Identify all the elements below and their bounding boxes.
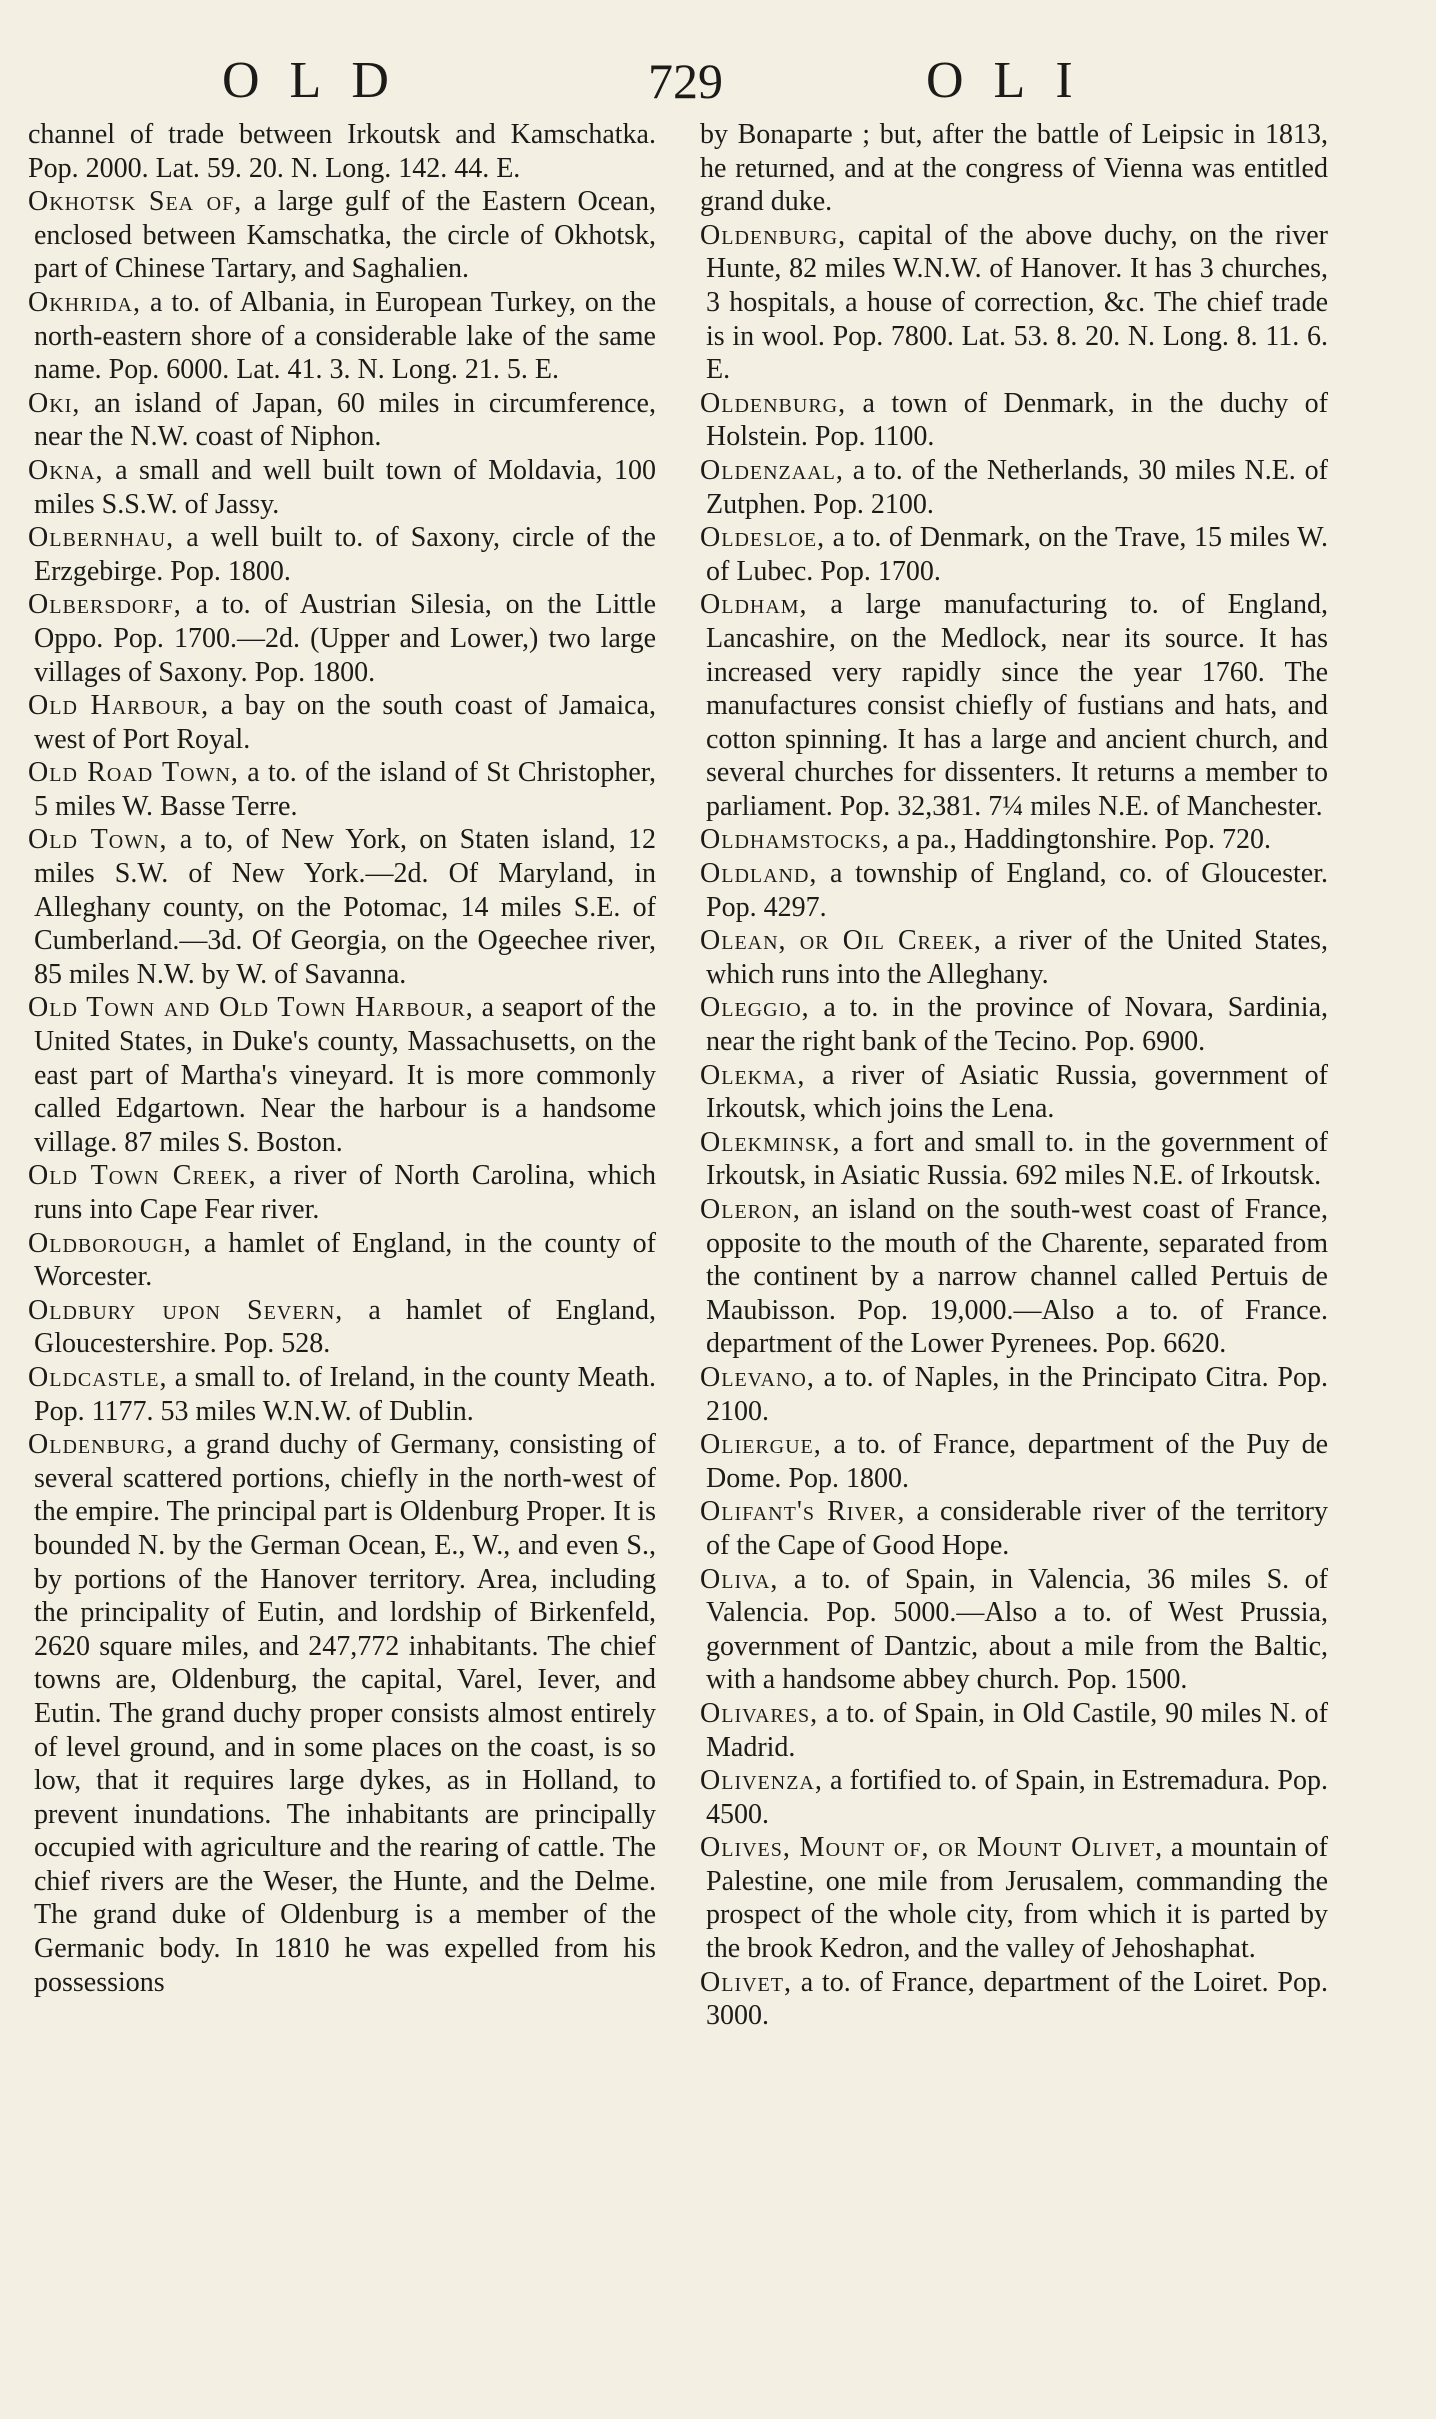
entry-text: a to. of the Netherlands, 30 miles N.E. of Zutphen. Pop. 2100. [706,454,1328,520]
entry-headword: Olbernhau, [28,522,175,554]
entry-text: an island of Japan, 60 miles in circumference, near the N.W. coast of Niphon. [34,387,656,453]
entry-headword: Oliergue, [700,1429,822,1461]
entry [700,1831,1328,1965]
entry [700,1966,1328,2033]
page-header [0,46,1436,116]
entry-text: a river of the United States, which runs into the Alleghany. [706,925,1328,990]
page-number: 729 [648,53,723,109]
entry-text: a river of North Carolina, which runs into Cape Fear river. [34,1160,656,1225]
entry [28,1294,656,1361]
entry-text: a small to. of Ireland, in the county Meath. Pop. 1177. 53 miles W.N.W. of Dublin. [34,1361,656,1427]
entry-headword: Oldenburg, [28,1429,175,1461]
entry [28,689,656,756]
entry [700,1697,1328,1764]
entry-headword: Olivenza, [700,1765,823,1797]
entry-text: a fort and small to. in the government of Irkoutsk, in Asiatic Russia. 692 miles N.E. of Irkoutsk. [706,1126,1328,1192]
entry-headword: Okhotsk Sea of, [28,186,243,218]
entry [700,521,1328,588]
entry-headword: Olives, Mount of, or Mount Olivet, [700,1832,1164,1864]
entry [28,185,656,286]
entry-text: a to. of Austrian Silesia, on the Little Oppo. Pop. 1700.—2d. (Upper and Lower,) two large villages of Saxony. Pop. 1800. [34,589,656,688]
entry-text: capital of the above duchy, on the river Hunte, 82 miles W.N.W. of Hanover. It has 3 churches, 3 hospitals, a house of correction, &c. The chief trade is in wool. Pop. 7800. Lat. 53. 8. 20. N. Long. 8. 11. 6. E. [706,219,1328,386]
entry-text: a small and well built town of Moldavia, 100 miles S.S.W. of Jassy. [34,454,656,520]
entry-text: a to. of Albania, in European Turkey, on the north-eastern shore of a considerable lake of the same name. Pop. 6000. Lat. 41. 3. N. Long. 21. 5. E. [34,286,656,386]
entry-headword: Old Harbour, [28,690,210,722]
entry-text: a large manufacturing to. of England, Lancashire, on the Medlock, near its source. It has increased very rapidly since the year 1760. The manufactures consist chiefly of fustians and hats, and cotton spinning. It has a large and ancient church, and several churches for dissenters. It returns a member to parliament. Pop. 32,381. 7¼ miles N.E. of Manchester. [706,589,1328,822]
entry-headword: Old Town and Old Town Harbour, [28,992,474,1024]
entry-text: a to. of Spain, in Old Castile, 90 miles N. of Madrid. [706,1697,1328,1763]
entry-headword: Olbersdorf, [28,589,182,621]
entry-headword: Oldcastle, [28,1361,168,1393]
entry-text: a hamlet of England, in the county of Worcester. [34,1227,656,1293]
entry-headword: Oldenburg, [700,387,847,419]
entry [28,1361,656,1428]
entry-text: a to. of France, department of the Loiret. Pop. 3000. [706,1966,1328,2032]
entry-text: a pa., Haddingtonshire. Pop. 720. [889,824,1271,856]
entry-text: a river of Asiatic Russia, government of Irkoutsk, which joins the Lena. [706,1059,1328,1125]
entry-text: a bay on the south coast of Jamaica, west of Port Royal. [34,690,656,755]
entry-headword: Olivares, [700,1697,819,1729]
entry-headword: Oleggio, [700,992,810,1024]
entry-headword: Olean, or Oil Creek, [700,925,982,957]
entry-headword: Olevano, [700,1361,815,1393]
header-right-word: OLI [926,52,1103,109]
entry-text: a to. in the province of Novara, Sardinia, near the right bank of the Tecino. Pop. 6900. [706,992,1328,1058]
entry-headword: Oldhamstocks, [700,824,890,856]
entry [700,1059,1328,1126]
entry-text: a hamlet of England, Gloucestershire. Pop. 528. [34,1294,656,1360]
entry-headword: Oldborough, [28,1227,192,1259]
entry-headword: Oliva, [700,1563,779,1595]
entry-headword: Old Town Creek, [28,1160,257,1192]
entry-headword: Old Town, [28,824,168,856]
entry-text: channel of trade between Irkoutsk and Kamschatka. Pop. 2000. Lat. 59. 20. N. Long. 142. 44. E. [28,119,656,184]
right-column [700,118,1328,2033]
entry [28,387,656,454]
entry-headword: Oldham, [700,589,808,621]
entry-text: a to. of Denmark, on the Trave, 15 miles W. of Lubec. Pop. 1700. [706,522,1328,587]
entry [700,1193,1328,1361]
entry-text: by Bonaparte ; but, after the battle of Leipsic in 1813, he returned, and at the congress of Vienna was entitled grand duke. [700,119,1328,218]
entry [700,924,1328,991]
entry [700,823,1328,857]
entry [700,387,1328,454]
entry [28,521,656,588]
entry-continuation [28,118,656,185]
entry [28,1428,656,1999]
entry-text: a to. of the island of St Christopher, 5 miles W. Basse Terre. [34,757,656,822]
entry-text: a seaport of the United States, in Duke's county, Massachusetts, on the east part of Martha's vineyard. It is more commonly called Edgartown. Near the harbour is a handsome village. 87 miles S. Boston. [34,992,656,1158]
entry [28,1159,656,1226]
entry-text: a well built to. of Saxony, circle of the Erzgebirge. Pop. 1800. [34,522,656,587]
entry-headword: Oldenburg, [700,219,847,251]
entry [700,991,1328,1058]
entry [700,1428,1328,1495]
entry [700,219,1328,387]
entry [28,823,656,991]
entry-text: a to, of New York, on Staten island, 12 miles S.W. of New York.—2d. Of Maryland, in Alleghany county, on the Potomac, 14 miles S.E. of Cumberland.—3d. Of Georgia, on the Ogeechee river, 85 miles N.W. by W. of Savanna. [34,824,656,990]
entry-continuation [700,118,1328,219]
entry-headword: Oldland, [700,858,818,890]
entry-headword: Olivet, [700,1966,792,1998]
entry-headword: Oldenzaal, [700,454,844,486]
entry [700,454,1328,521]
entry-text: a fortified to. of Spain, in Estremadura. Pop. 4500. [706,1765,1328,1830]
entry [28,756,656,823]
entry [700,1361,1328,1428]
entry-text: a to. of Naples, in the Principato Citra. Pop. 2100. [706,1361,1328,1427]
entry-text: a mountain of Palestine, one mile from Jerusalem, commanding the prospect of the whole city, from which it is parted by the brook Kedron, and the valley of Jehoshaphat. [706,1832,1328,1965]
entry-headword: Okna, [28,454,104,486]
entry-text: a large gulf of the Eastern Ocean, enclosed between Kamschatka, the circle of Okhotsk, part of Chinese Tartary, and Saghalien. [34,186,656,285]
entry [28,1227,656,1294]
entry-headword: Olifant's River, [700,1496,906,1528]
entry-headword: Oldbury upon Severn, [28,1294,344,1326]
entry [700,1495,1328,1562]
header-left-word: OLD [222,52,419,109]
entry-headword: Oleron, [700,1194,801,1225]
entry [700,857,1328,924]
entry [28,588,656,689]
entry-headword: Olekminsk, [700,1126,841,1158]
entry [700,1126,1328,1193]
entry-headword: Old Road Town, [28,757,239,789]
entry-text: a to. of Spain, in Valencia, 36 miles S. of Valencia. Pop. 5000.—Also a to. of West Prussia, government of Dantzic, about a mile from the Baltic, with a handsome abbey church. Pop. 1500. [706,1563,1328,1696]
entry-headword: Oki, [28,387,81,419]
entry-text: a considerable river of the territory of the Cape of Good Hope. [706,1496,1329,1561]
entry [700,588,1328,823]
entry [700,1563,1328,1697]
entry-text: a township of England, co. of Gloucester. Pop. 4297. [706,858,1328,923]
entry [28,286,656,387]
left-column [28,118,656,1999]
entry-text: a town of Denmark, in the duchy of Holstein. Pop. 1100. [706,387,1328,453]
entry-headword: Oldesloe, [700,522,826,554]
entry [28,991,656,1159]
entry-headword: Okhrida, [28,286,141,318]
entry [28,454,656,521]
entry-text: a grand duchy of Germany, consisting of several scattered portions, chiefly in the north-west of the empire. The principal part is Oldenburg Proper. It is bounded N. by the German Ocean, E., W., and even S., by portions of the Hanover territory. Area, including the principality of Eutin, and lordship of Birkenfeld, 2620 square miles, and 247,772 inhabitants. The chief towns are, Oldenburg, the capital, Varel, Iever, and Eutin. The grand duchy proper consists almost entirely of level ground, and in some places on the coast, is so low, that it requires large dykes, as in Holland, to prevent inundations. The inhabitants are principally occupied with agriculture and the rearing of cattle. The chief rivers are the Weser, the Hunte, and the Delme. The grand duke of Oldenburg is a member of the Germanic body. In 1810 he was expelled from his possessions [34,1429,656,1998]
entry [700,1764,1328,1831]
entry-text: an island on the south-west coast of France, opposite to the mouth of the Charente, separated from the continent by a narrow channel called Pertuis de Maubisson. Pop. 19,000.—Also a to. of France. department of the Lower Pyrenees. Pop. 6620. [706,1194,1328,1360]
entry-text: a to. of France, department of the Puy de Dome. Pop. 1800. [706,1429,1328,1494]
entry-headword: Olekma, [700,1059,806,1091]
